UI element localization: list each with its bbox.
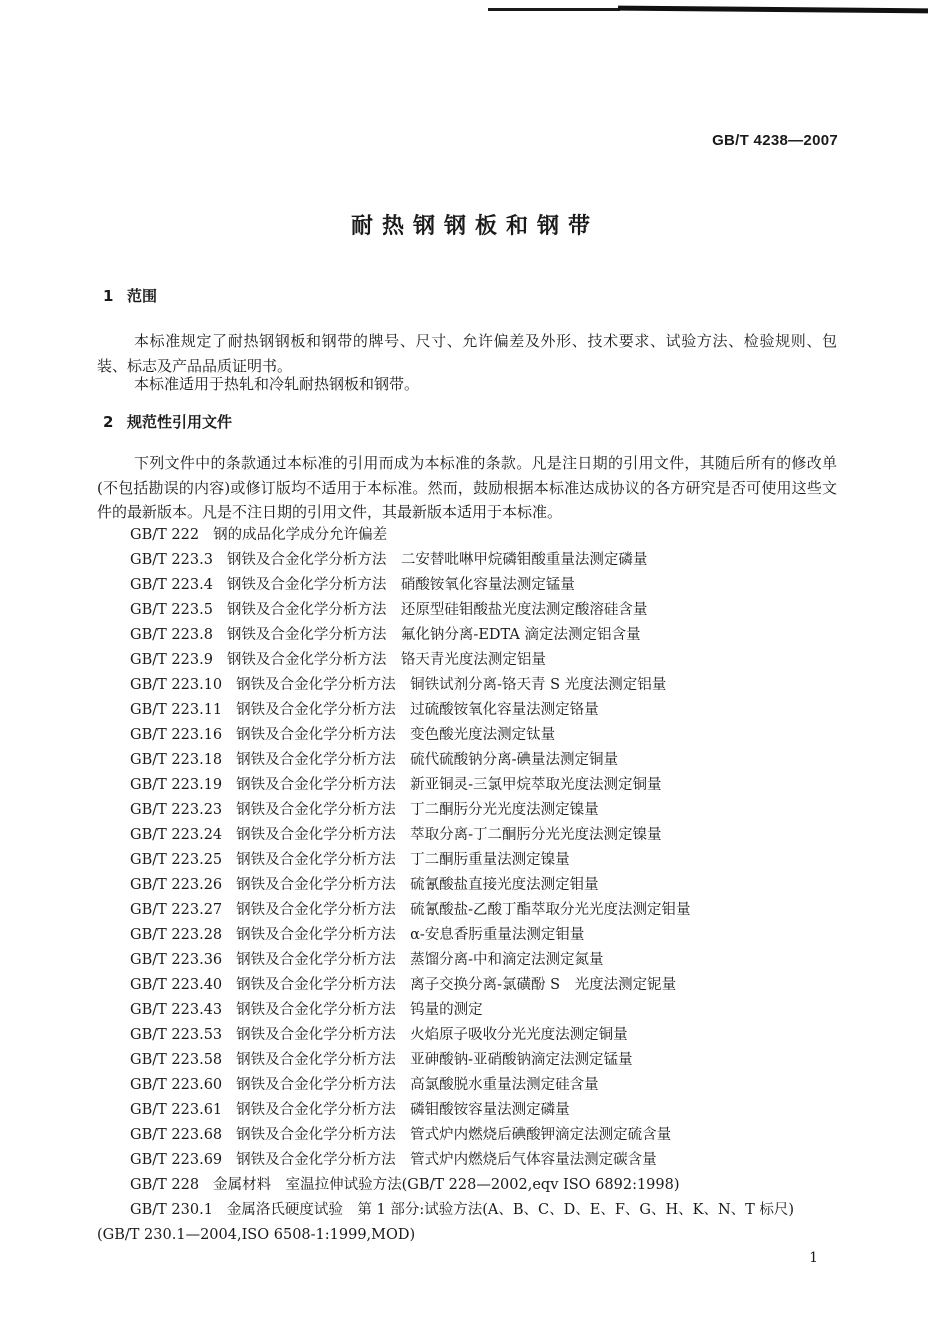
reference-code: GB/T 223.27	[130, 902, 223, 918]
reference-item	[130, 1198, 850, 1223]
reference-title: 钢铁及合金化学分析方法 火焰原子吸收分光光度法测定铜量	[236, 1027, 628, 1043]
reference-code: GB/T 223.11	[130, 702, 223, 718]
section-number: 1	[103, 287, 114, 305]
reference-code: GB/T 223.18	[130, 752, 223, 768]
scan-artifact-left	[488, 8, 620, 11]
reference-code: GB/T 223.8	[130, 627, 213, 643]
reference-item	[130, 898, 850, 923]
references-intro-paragraph: 下列文件中的条款通过本标准的引用而成为本标准的条款。凡是注日期的引用文件，其随后所有的修改单(不包括勘误的内容)或修订版均不适用于本标准。然而，鼓励根据本标准达成协议的各方研究是否可使用这些文件的最新版本。凡是不注日期的引用文件，其最新版本适用于本标准。	[97, 454, 837, 521]
reference-title: 钢铁及合金化学分析方法 蒸馏分离-中和滴定法测定氮量	[236, 952, 604, 968]
page-number: 1	[809, 1250, 818, 1266]
scope-paragraph-1: 本标准规定了耐热钢钢板和钢带的牌号、尺寸、允许偏差及外形、技术要求、试验方法、检验规则、包装、标志及产品品质证明书。	[97, 332, 837, 375]
reference-title: 钢铁及合金化学分析方法 钨量的测定	[236, 1002, 483, 1018]
reference-item	[130, 923, 850, 948]
reference-code: GB/T 223.69	[130, 1152, 223, 1168]
reference-title: 钢铁及合金化学分析方法 丁二酮肟重量法测定镍量	[236, 852, 570, 868]
reference-code: GB/T 223.9	[130, 652, 213, 668]
reference-title: 钢铁及合金化学分析方法 过硫酸铵氧化容量法测定铬量	[236, 702, 599, 718]
reference-title: 钢铁及合金化学分析方法 氟化钠分离-EDTA 滴定法测定铝含量	[226, 627, 641, 643]
reference-title: 钢铁及合金化学分析方法 亚砷酸钠-亚硝酸钠滴定法测定锰量	[236, 1052, 633, 1068]
reference-item	[130, 798, 850, 823]
reference-item	[130, 873, 850, 898]
reference-code: GB/T 223.61	[130, 1102, 223, 1118]
reference-item	[130, 748, 850, 773]
reference-item	[130, 548, 850, 573]
section-number: 2	[103, 413, 114, 431]
reference-title: 钢铁及合金化学分析方法 管式炉内燃烧后气体容量法测定碳含量	[236, 1152, 657, 1168]
reference-code: GB/T 223.43	[130, 1002, 223, 1018]
reference-code: GB/T 223.26	[130, 877, 223, 893]
reference-item	[130, 823, 850, 848]
reference-code: GB/T 223.24	[130, 827, 223, 843]
standard-code: GB/T 4238—2007	[712, 132, 838, 149]
reference-code: GB/T 223.4	[130, 577, 213, 593]
reference-item	[130, 1123, 850, 1148]
reference-item	[130, 723, 850, 748]
reference-title: 钢铁及合金化学分析方法 变色酸光度法测定钛量	[236, 727, 556, 743]
reference-item	[130, 1148, 850, 1173]
reference-title: 钢铁及合金化学分析方法 硫氰酸盐直接光度法测定钼量	[236, 877, 599, 893]
reference-item	[130, 698, 850, 723]
reference-item	[130, 948, 850, 973]
reference-title: 金属材料 室温拉伸试验方法(GB/T 228—2002,eqv ISO 6892:1998)	[213, 1177, 680, 1193]
reference-item	[130, 523, 850, 548]
reference-item	[130, 973, 850, 998]
reference-title: 钢铁及合金化学分析方法 管式炉内燃烧后碘酸钾滴定法测定硫含量	[236, 1127, 672, 1143]
reference-code: GB/T 223.68	[130, 1127, 223, 1143]
reference-title: 钢铁及合金化学分析方法 还原型硅钼酸盐光度法测定酸溶硅含量	[226, 602, 648, 618]
reference-continuation: (GB/T 230.1—2004,ISO 6508-1:1999,MOD)	[97, 1227, 416, 1243]
reference-title: 钢铁及合金化学分析方法 硫氰酸盐-乙酸丁酯萃取分光光度法测定钼量	[236, 902, 691, 918]
reference-item	[130, 1098, 850, 1123]
reference-title: 钢铁及合金化学分析方法 高氯酸脱水重量法测定硅含量	[236, 1077, 599, 1093]
reference-code: GB/T 223.5	[130, 602, 213, 618]
reference-item	[130, 773, 850, 798]
reference-item	[130, 673, 850, 698]
reference-item	[130, 1173, 850, 1198]
reference-item	[130, 848, 850, 873]
reference-code: GB/T 223.58	[130, 1052, 223, 1068]
reference-title: 钢铁及合金化学分析方法 磷钼酸铵容量法测定磷量	[236, 1102, 570, 1118]
reference-code: GB/T 223.36	[130, 952, 223, 968]
reference-title: 钢铁及合金化学分析方法 α-安息香肟重量法测定钼量	[236, 927, 585, 943]
scan-artifact-right	[618, 6, 928, 14]
section-heading-references	[103, 411, 232, 432]
reference-item	[130, 648, 850, 673]
reference-code: GB/T 223.16	[130, 727, 223, 743]
reference-item	[130, 1023, 850, 1048]
reference-item	[130, 598, 850, 623]
reference-code: GB/T 223.40	[130, 977, 223, 993]
reference-title: 钢铁及合金化学分析方法 硫代硫酸钠分离-碘量法测定铜量	[236, 752, 619, 768]
reference-code: GB/T 223.60	[130, 1077, 223, 1093]
reference-title: 钢铁及合金化学分析方法 二安替吡啉甲烷磷钼酸重量法测定磷量	[226, 552, 648, 568]
reference-title: 金属洛氏硬度试验 第 1 部分:试验方法(A、B、C、D、E、F、G、H、K、N、T 标尺)	[226, 1202, 795, 1218]
section-title: 规范性引用文件	[127, 413, 233, 431]
reference-item	[130, 1048, 850, 1073]
page-title: 耐热钢钢板和钢带	[350, 214, 599, 239]
reference-title: 钢铁及合金化学分析方法 丁二酮肟分光光度法测定镍量	[236, 802, 599, 818]
reference-code: GB/T 223.10	[130, 677, 223, 693]
reference-item	[130, 623, 850, 648]
reference-title: 钢铁及合金化学分析方法 萃取分离-丁二酮肟分光光度法测定镍量	[236, 827, 662, 843]
reference-item	[130, 998, 850, 1023]
section-heading-scope	[103, 285, 157, 306]
reference-code: GB/T 222	[130, 527, 200, 543]
scope-paragraph-2: 本标准适用于热轧和冷轧耐热钢板和钢带。	[134, 375, 420, 393]
reference-code: GB/T 223.19	[130, 777, 223, 793]
reference-code: GB/T 223.53	[130, 1027, 223, 1043]
section-title: 范围	[127, 287, 158, 305]
reference-code: GB/T 228	[130, 1177, 200, 1193]
reference-code: GB/T 223.25	[130, 852, 223, 868]
reference-item	[130, 573, 850, 598]
reference-title: 钢铁及合金化学分析方法 铜铁试剂分离-铬天青 S 光度法测定铝量	[236, 677, 667, 693]
reference-list	[130, 523, 850, 1223]
reference-code: GB/T 230.1	[130, 1202, 213, 1218]
reference-title: 钢的成品化学成分允许偏差	[213, 527, 388, 543]
reference-title: 钢铁及合金化学分析方法 新亚铜灵-三氯甲烷萃取光度法测定铜量	[236, 777, 662, 793]
reference-code: GB/T 223.28	[130, 927, 223, 943]
reference-title: 钢铁及合金化学分析方法 离子交换分离-氯磺酚 S 光度法测定铌量	[236, 977, 677, 993]
reference-item	[130, 1073, 850, 1098]
reference-title: 钢铁及合金化学分析方法 铬天青光度法测定铝量	[226, 652, 546, 668]
reference-title: 钢铁及合金化学分析方法 硝酸铵氧化容量法测定锰量	[226, 577, 575, 593]
reference-code: GB/T 223.23	[130, 802, 223, 818]
reference-code: GB/T 223.3	[130, 552, 213, 568]
